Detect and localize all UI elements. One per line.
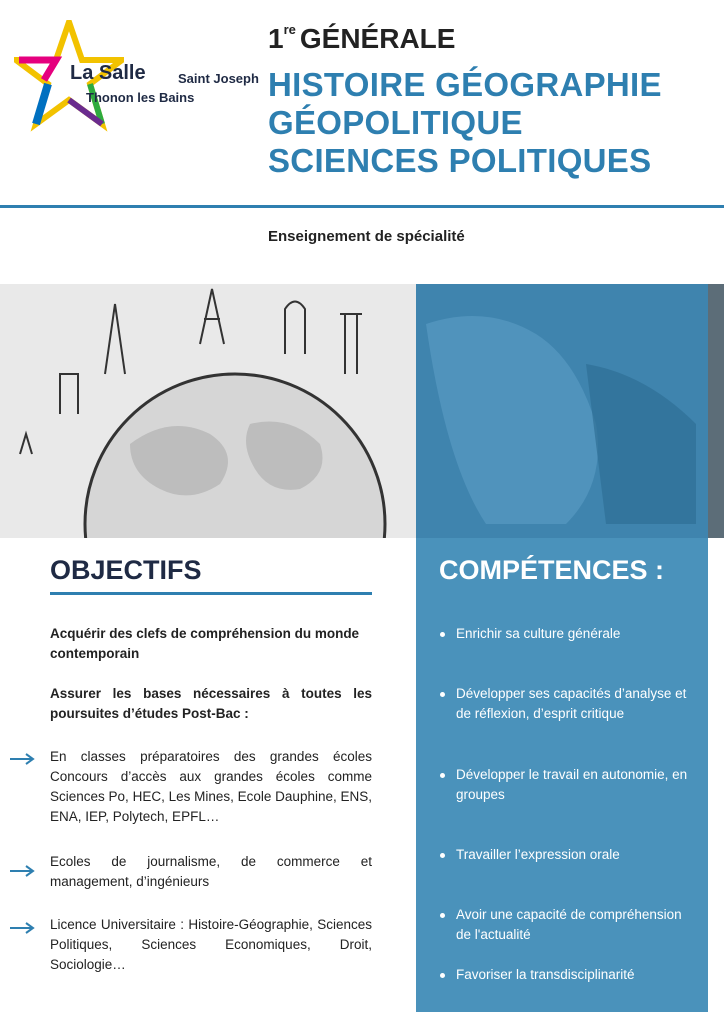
competence-text: Développer ses capacités d’analyse et de réflexion, d’esprit critique [456,686,687,721]
competence-text: Avoir une capacité de compréhension de l'actualité [456,907,682,942]
objectifs-intro-2: Assurer les bases nécessaires à toutes les poursuites d’études Post-Bac : [50,686,372,721]
bullet-icon [440,973,445,978]
title-line-1: HISTOIRE GÉOGRAPHIE [268,66,662,103]
objectifs-rule [50,592,372,595]
competence-text: Enrichir sa culture générale [456,626,621,641]
grade-word: GÉNÉRALE [299,23,456,54]
objectifs-item-3: Licence Universitaire : Histoire-Géographie, Sciences Politiques, Sciences Economiques, Droit, Sociologie… [50,917,372,972]
competence-item [440,624,695,644]
logo-name: La Salle [70,62,146,84]
title-line-2: GÉOPOLITIQUE [268,104,523,141]
competence-text: Développer le travail en autonomie, en groupes [456,767,688,802]
bullet-icon [440,773,445,778]
bullet-icon [440,632,445,637]
logo-line1: Saint Joseph [178,71,259,86]
arrow-right-icon [10,865,36,877]
competences-title: COMPÉTENCES : [439,555,665,585]
bullet-icon [440,692,445,697]
hand-pen-image [416,284,708,538]
competence-item [440,905,695,945]
competence-text: Favoriser la transdisciplinarité [456,967,635,982]
arrow-right-icon [10,753,36,765]
objectifs-item-1: En classes préparatoires des grandes écoles Concours d’accès aux grandes écoles comme Sciences Po, HEC, Les Mines, Ecole Dauphine, ENS, ENA, IEP, Polytech, EPFL… [50,749,372,824]
logo-line2: Thonon les Bains [86,90,195,105]
competence-item [440,965,695,985]
competence-text: Travailler l’expression orale [456,847,620,862]
objectifs-title: OBJECTIFS [50,555,202,585]
title-line-3: SCIENCES POLITIQUES [268,142,652,179]
competence-item [440,845,695,865]
competence-item [440,684,695,724]
page-subtitle: Enseignement de spécialité [268,228,465,245]
grade-num: 1 [268,23,284,54]
bullet-icon [440,853,445,858]
bullet-icon [440,913,445,918]
grade-sup: re [283,22,296,37]
header-divider [0,205,724,208]
objectifs-intro-1: Acquérir des clefs de compréhension du monde contemporain [50,626,360,661]
competence-item [440,765,695,805]
objectifs-item-2: Ecoles de journalisme, de commerce et management, d’ingénieurs [50,854,372,889]
arrow-right-icon [10,922,36,934]
image-edge-strip [708,284,724,538]
hand-icon [416,284,708,538]
grade-level [268,22,455,55]
